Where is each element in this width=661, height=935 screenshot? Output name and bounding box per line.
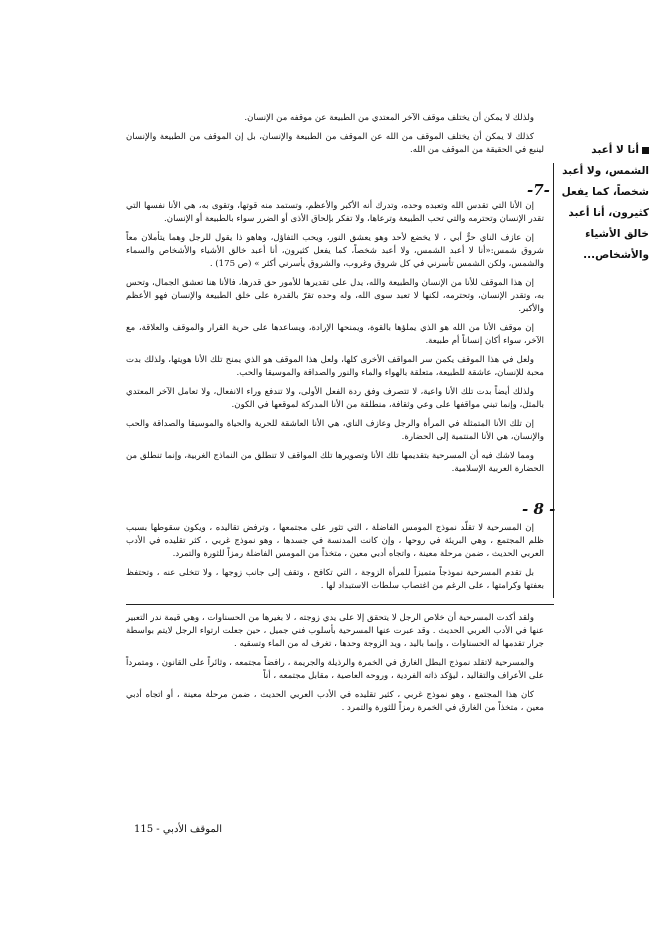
- text-block-intro: [126, 112, 544, 163]
- page-footer: الموقف الأدبي - 115: [134, 824, 222, 835]
- paragraph: ولقد أكدت المسرحية أن خلاص الرجل لا يتحقق إلا على يدي زوجته ، لا بغيرها من الحسناوات ، وهي قيمة ندر التعبير عنها في الأدب العربي الحديث . وقد عبرت عنها المسرحية بأسلوب فني جميل ، حين جعلت ارتواء الرجل لايتم بواسطة جرار تقدمها له الحسناوات ، وإنما باليد ، ويد الزوجة وحدها ، تغرف له من الماء وتسقيه .: [126, 613, 544, 649]
- section-number-8: - 8 -: [522, 500, 556, 518]
- horizontal-rule: [126, 604, 554, 605]
- text-block-closing: [126, 612, 544, 721]
- vertical-rule: [553, 163, 554, 493]
- paragraph: إن موقف الأنا من الله هو الذي يملؤها بالقوة، ويمنحها الإرادة، ويساعدها على حرية القرار والموقف والعلاقة، مع الآخر، سواء أكان إنساناً أم طبيعة.: [126, 323, 544, 346]
- paragraph: بل تقدم المسرحية نموذجاً متميزاً للمرأة الزوجة ، التي تكافح ، وتقف إلى جانب زوجها ، ولا تتخلى عنه ، وتحتفظ بعفتها وكرامتها ، على الرغم من اغتصاب سلطات الاستبداد لها .: [126, 568, 544, 591]
- text-block-section-8: [126, 522, 544, 599]
- paragraph: ومما لاشك فيه أن المسرحية بتقديمها تلك الأنا وتصويرها تلك المواقف لا تنطلق من النماذج الغربية، وإنما تنطلق من الحضارة العربية الإسلامية.: [126, 451, 544, 474]
- paragraph: كان هذا المجتمع ، وهو نموذج غربي ، كثير تقليده في الأدب العربي الحديث ، ضمن مرحلة معينة ، أو اتجاه أدبي معين ، متخذاً من الغارق في الخمرة رمزاً للثورة والتمرد .: [126, 690, 544, 713]
- text-block-section-7: [126, 200, 544, 482]
- paragraph: ولذلك لا يمكن أن يختلف موقف الآخر المعتدي من الطبيعة عن موقفه من الإنسان.: [244, 113, 534, 123]
- paragraph: ولعل في هذا الموقف يكمن سر المواقف الأخرى كلها، ولعل هذا الموقف هو الذي يمنح تلك الأنا هويتها، ولذلك بدت محبة للإنسان، عاشقة للطبيعة، متعلقة بالهواء والماء والنور والصداقة والموسيقا والحب.: [126, 355, 544, 378]
- paragraph: ولذلك أيضاً بدت تلك الأنا واعية، لا تتصرف وفق ردة الفعل الأولى، ولا تندفع وراء الانفعال، ولا تعامل الآخر المعتدي بالمثل، وإنما تبني مواقفها على وعي وثقافة، منطلقة من الأنا المدركة لموقعها في الكون.: [126, 387, 544, 410]
- paragraph: إن عازف الناي حرٌّ أبي ، لا يخضع لأحد وهو يعشق النور، ويحب التفاؤل، وهاهو ذا يقول للرجل وهما يتأملان معاً شروق شمس:«أنا لا أعبد الشمس، ولا أعبد شخصاً، كما يفعل كثيرون، أنا أعبد خالق الأشياء والأشخاص والسماء والشمس، ولكن الشمس تأسرني في كل شروق وغروب، والشروق يأسرني أكثر » (ص 175) .: [126, 233, 544, 269]
- pull-quote-text: أنا لا أعبد الشمس، ولا أعبد شخصاً، كما يفعل كثيرون، أنا أعبد خالق الأشياء والأشخاص...: [561, 144, 649, 261]
- paragraph: إن المسرحية لا تقلّد نموذج المومس الفاضلة ، التي تثور على مجتمعها ، وترفض تقاليده ، ويكون سقوطها بسبب ظلم المجتمع ، وهي البريئة في روحها ، وإن كانت المدنسة في جسدها ، وهو نموذج غربي ، كثر تقليده في الأدب العربي الحديث ، ضمن مرحلة معينة ، واتجاه أدبي معين ، متخذاً من المومس الفاضلة رمزاً للثورة والتمرد.: [126, 523, 544, 559]
- paragraph: إن تلك الأنا المتمثلة في المرأة والرجل وعازف الناي، هي الأنا العاشقة للحرية والحياة والموسيقا والصداقة والحب والإنسان، هي الأنا المنتمية إلى الحضارة.: [126, 419, 544, 442]
- square-bullet-icon: [642, 147, 649, 154]
- paragraph: إن هذا الموقف للأنا من الإنسان والطبيعة والله، يدل على تقديرها للأمور حق قدرها، فالأنا هنا تعشق الجمال، وتحس به، وتقدر الإنسان، وتحترمه، لكنها لا تعبد سوى الله، وله وحده تقرّ بالقدرة على خلق الطبيعة والإنسان فهو الأعظم والأكبر.: [126, 278, 544, 314]
- paragraph: والمسرحية لاتقلد نموذج البطل الغارق في الخمرة والرذيلة والجريمة ، رافضاً مجتمعه ، وثائراً على القانون ، ومتمرداً على الأعراف والتقاليد ، ليؤكد ذاته الفردية ، وروحه العاصية ، مقابل مجتمعه ، أناً: [126, 658, 544, 681]
- pull-quote: [553, 140, 649, 266]
- paragraph: إن الأنا التي تقدس الله وتعبده وحده، وتدرك أنه الأكبر والأعظم، وتستمد منه قوتها، وتقوى به، هي الأنا نفسها التي تقدر الإنسان وتحترمه والتي تحب الطبيعة وترعاها، ولا تفكر بإلحاق الأذى أو الضرر سواء بالطبيعة أو الإنسان.: [126, 201, 544, 224]
- paragraph: كذلك لا يمكن أن يختلف الموقف من الله عن الموقف من الطبيعة والإنسان، بل إن الموقف من الطبيعة والإنسان لينبع في الحقيقة من الموقف من الله.: [126, 132, 544, 155]
- section-number-7: -7-: [527, 181, 550, 199]
